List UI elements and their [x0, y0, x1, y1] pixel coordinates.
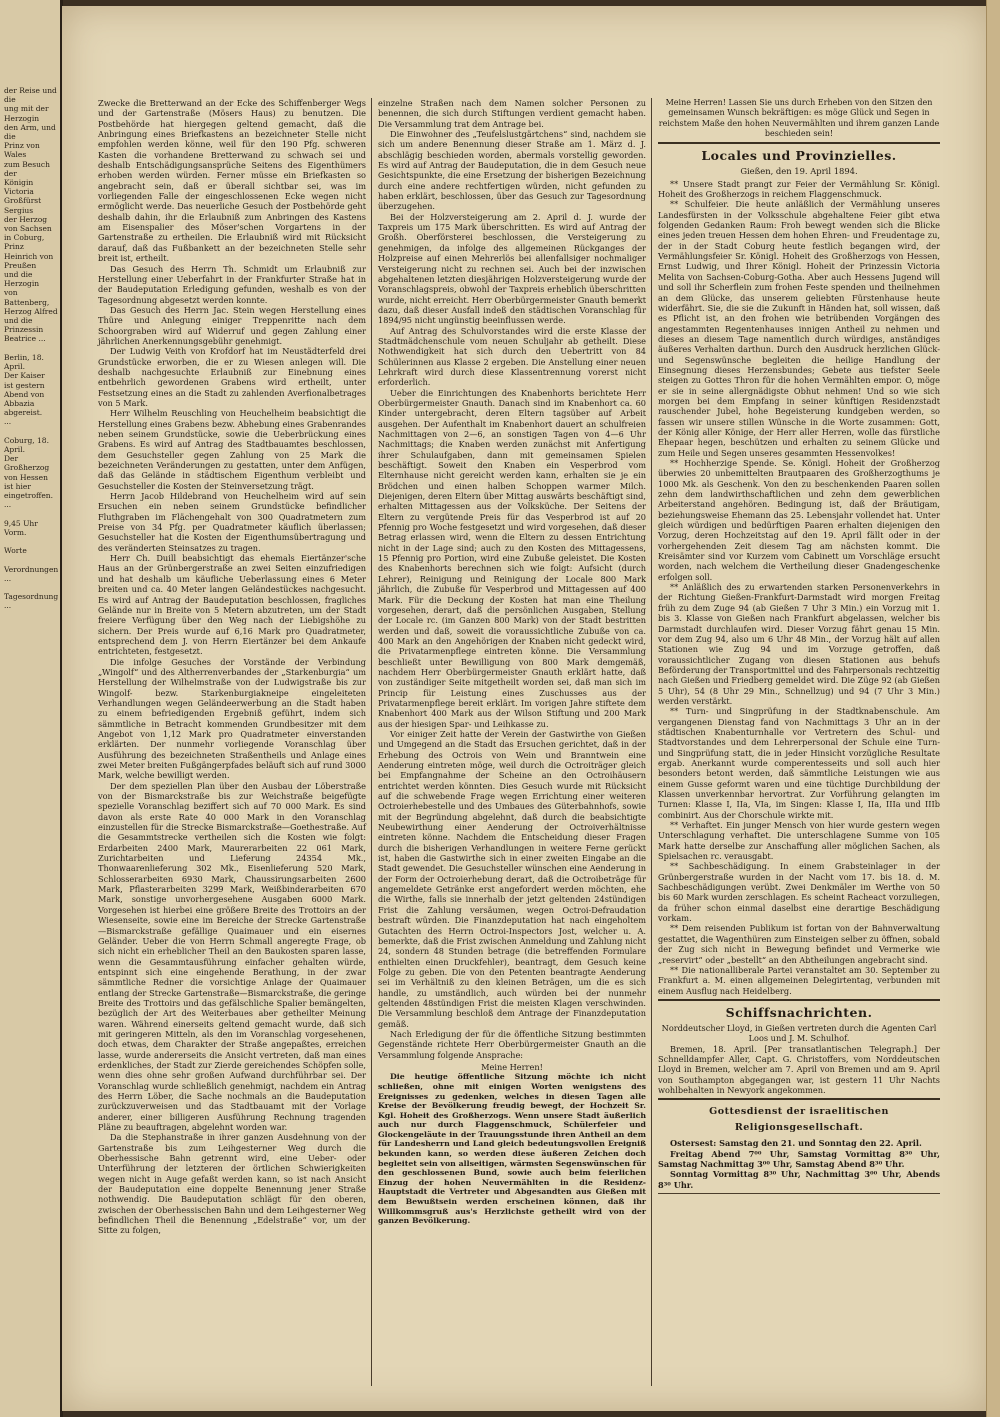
ship-report: Bremen, 18. April. [Per transatlantischen Telegraph.] Der Schnelldampfer Aller, Capt. G. Christoffers, vom Norddeutschen Lloyd in Bremen, welcher am 7. April von Bremen und am 9. April von Southampton abgegangen war, ist gestern 11 Uhr Nachts wohlbehalten in Newyork angekommen.: [658, 1043, 940, 1095]
paragraph: Auf Antrag des Schulvorstandes wird die erste Klasse der Stadtmädchenschule vom neuen Schuljahr ab getheilt. Diese Nothwendigkeit hat sich durch den Uebertritt von 84 Schülerinnen aus Klasse 2 ergeben. Die Anstellung einer neuen Lehrkraft wird durch diese Klassentrennung vorerst nicht erforderlich.: [378, 325, 646, 388]
paragraph: Ueber die Einrichtungen des Knabenhorts berichtete Herr Oberbürgermeister Gnauth. Danach sind im Knabenhort ca. 60 Kinder untergebracht, deren Eltern tagsüber auf Arbeit ausgehen. Der Aufenthalt im Knabenhort dauert an schulfreien Nachmittagen von 2—6, an sonstigen Tagen von 4—6 Uhr Nachmittags; die Knaben werden zunächst mit Anfertigung ihrer Schulaufgaben, dann mit gemeinsamen Spielen beschäftigt. Soweit den Knaben ein Vesperbrod vom Elternhause nicht gereicht werden kann, erhalten sie je ein Brödchen und einen halben Schoppen warmer Milch. Diejenigen, deren Eltern über Mittag auswärts beschäftigt sind, erhalten Mittagessen aus der Volksküche. Der Seitens der Eltern zu vergütende Preis für das Vesperbrod ist auf 20 Pfennig pro Woche festgesetzt und wird vorgesehen, daß dieser Betrag erlassen wird, wenn die Eltern zu dessen Entrichtung nicht in der Lage sind; auch zu den Kosten des Mittagessens, 15 Pfennig pro Portion, wird eine Zubuße geleistet. Die Kosten des Knabenhorts berechnen sich wie folgt: Aufsicht (durch Lehrer), Reinigung und Reinigung der Locale 800 Mark jährlich, die Zubuße für Vesperbrod und Mittagessen auf 400 Mark. Für die Deckung der Kosten hat man eine Theilung vorgesehen, derart, daß die persönlichen Ausgaben, Stellung der Locale rc. (im Ganzen 800 Mark) von der Stadt bestritten werden und daß, soweit die voraussichtliche Zubuße von ca. 400 Mark an den Angehörigen der Knaben nicht gedeckt wird, die Privatarmenpflege eintreten könne. Die Versammlung beschließt unter Bewilligung von 800 Mark demgemäß, nachdem Herr Oberbürgermeister Gnauth erklärt hatte, daß von zuständiger Seite mitgetheilt worden sei, daß man sich im Princip für Leistung eines Zuschusses aus der Privatarmenpflege bereit erklärt. Im vorigen Jahre stiftete dem Knabenhort 400 Mark aus der Wilson Stiftung und 200 Mark aus der hiesigen Spar- und Leihkasse zu.: [378, 387, 646, 729]
news-item: ** Hochherzige Spende. Se. Königl. Hoheit der Großherzog überwies 20 unbemittelten Brautpaaren des Großherzogthums je 1000 Mk. als Geschenk. Von den zu beschenkenden Paaren sollen zehn dem landwirthschaftlichen und zehn dem gewerblichen Arbeiterstand angehören. Bedingung ist, daß der Bräutigam, beziehungsweise Ehemann das 25. Lebensjahr vollendet hat. Unter gleich würdigen und bedürftigen Paaren erhalten diejenigen den Vorzug, deren Hochzeitstag auf den 19. April fällt oder in der vorhergehenden Zeit diesem Tag am nächsten kommt. Die Kreisämter sind vor Kurzem vom Cabinett um Vorschläge ersucht worden, nach welchem die Vertheilung dieser Gnadengeschenke erfolgen soll.: [658, 458, 940, 582]
book-edge: [986, 0, 1000, 1417]
paragraph: Zwecke die Bretterwand an der Ecke des Schiffenberger Wegs und der Gartenstraße (Mösers Haus) zu benutzen. Die Postbehörde hat hiergegen geltend gemacht, daß die Anbringung eines Briefkastens an bezeichneter Stelle nicht empfohlen werden könne, weil für den 190 Pfg. schweren Kasten die vorhandene Bretterwand zu schwach sei und deshalb Entschädigungsansprüche Seitens des Eigenthümers erhoben werden würden. Ferner müsse ein Briefkasten so angebracht sein, daß er überall sichtbar sei, was im vorliegenden Falle der eingeschlossenen Ecke wegen nicht ermöglicht werde. Das neuerliche Gesuch der Postbehörde geht deshalb dahin, ihr die Erlaubniß zum Anbringen des Kastens am Eisenspalier des Möser'schen Vorgartens in der Gartenstraße zu ertheilen. Die Erlaubniß wird mit Rücksicht darauf, daß das Fußbankett an der bezeichneten Stelle sehr breit ist, ertheilt.: [98, 98, 366, 264]
news-item: ** Schulfeier. Die heute anläßlich der Vermählung unseres Landesfürsten in der Volksschule abgehaltene Feier gibt etwa folgenden Gedanken Raum: Froh bewegt wenden sich die Blicke eines jeden treuen Hessen dem hohen Ehren- und Freudentage zu, der in der Stadt Coburg heute festlich begangen wird, der Vermählungsfeier Sr. Königl. Hoheit des Großherzogs von Hessen, Ernst Ludwig, und Ihrer Königl. Hoheit der Prinzessin Victoria Melita von Sachsen-Coburg-Gotha. Aber auch Hessens Jugend will und soll ihr Scherflein zum frohen Feste spenden und theilnehmen an dem Glücke, das unserem geliebten Fürstenhause heute widerfährt. Sie, die sie die Zukunft in Händen hat, soll wissen, daß es Pflicht ist, an den frohen wie betrübenden Vorgängen des angestammten Regentenhauses innigen Antheil zu nehmen und dieses an diesem Tage namentlich durch würdiges, anständiges äußeres Verhalten darthun. Durch den Ausdruck herzlichen Glück- und Segenswünsche begleiten die heilige Handlung der Einsegnung dieses Herzensbundes; Gebete aus tiefster Seele steigen zu Gottes Thron für die hohen Vermählten empor. O, möge er sie in seine allergnädigste Obhut nehmen! Und so wie sich morgen bei dem Empfang in seiner künftigen Residenzstadt rauschender Jubel, hohe Begeisterung kundgeben werden, so fassen wir unsere stillen Wünsche in die Worte zusammen: Gott, der König aller Könige, der Herr aller Herren, wolle das fürstliche Ehepaar hegen, beschützen und erhalten zu seinem Glücke und zum Heile und Segen unseres gesammten Hessenvolkes!: [658, 199, 940, 458]
section-title-ships: Schiffsnachrichten.: [725, 1004, 873, 1020]
section-title-locales: Locales und Provinzielles.: [701, 148, 897, 164]
divider: [658, 999, 940, 1001]
paragraph: Das Gesuch des Herrn Th. Schmidt um Erlaubniß zur Herstellung einer Ueberfahrt in der Frankfurter Straße hat in der Baudeputation Erledigung gefunden, weshalb es von der Tagesordnung abgesetzt werden konnte.: [98, 263, 366, 305]
ship-agents: Norddeutscher Lloyd, in Gießen vertreten durch die Agenten Carl Loos und J. M. Schulhof.: [661, 1022, 937, 1044]
dateline: Gießen, den 19. April 1894.: [740, 166, 858, 177]
adjacent-page-text: der Reise und die ung mit der Herzogin den Arm, und die Prinz von Wales zum Besuch der Königin Victoria Großfürst Sergius der Herzog von Sachsen in Coburg, Prinz Heinrich von Preußen und die Herzogin von Battenberg, Herzog Alfred und die Prinzessin Beatrice ... Berlin, 18. April. Der Kaiser ist gestern Abend von Abbazia abgereist. ... Coburg, 18. April. Der Großherzog von Hessen ist hier eingetroffen. ... 9,45 Uhr Vorm. Worte Verordnungen ... Tagesordnung ...: [4, 86, 59, 611]
paragraph: Das Gesuch des Herrn Jac. Stein wegen Herstellung eines Thüre und Anlegung einiger Treppenritte nach dem Schoorgraben wird auf Widerruf und gegen Zahlung einer jährlichen Anerkennungsgebühr genehmigt.: [98, 304, 366, 346]
paragraph: Der dem speziellen Plan über den Ausbau der Löberstraße von der Bismarckstraße bis zur Weichstraße beigefügte spezielle Voranschlag beziffert sich auf 70 000 Mark. Es sind davon als erste Rate 40 000 Mark in den Voranschlag einzustellen für die Strecke Bismarckstraße—Goethestraße. Auf die Gesammtstrecke vertheilen sich die Kosten wie folgt: Erdarbeiten 2400 Mark, Maurerarbeiten 22 061 Mark, Zurichtarbeiten und Lieferung 24354 Mk., Thonwaarenlieferung 302 Mk., Eisenlieferung 520 Mark, Schlosserarbeiten 6930 Mark, Chaussirungsarbeiten 2600 Mark, Pflasterarbeiten 3299 Mark, Weißbinderarbeiten 670 Mark, sonstige unvorhergesehene Ausgaben 6000 Mark. Vorgesehen ist hierbei eine größere Breite des Trottoirs an der Wiesenseite, sowie eine im Bereiche der Strecke Gartenstraße—Bismarckstraße gefällige Quaimauer und ein eisernes Geländer. Ueber die von Herrn Schmall angeregte Frage, ob sich nicht ein erheblicher Theil an den Baukosten sparen lasse, wenn die Gesammtausführung einfacher gehalten würde, entspinnt sich eine eingehende Berathung, in der zwar sämmtliche Redner die vorsichtige Anlage der Quaimauer entlang der Strecke Gartenstraße—Bismarckstraße, die geringe Breite des Trottoirs und das gefälschliche Spalier bemängelten, bezüglich der Art des Weiterbaues aber getheilter Meinung waren. Während einerseits geltend gemacht wurde, daß sich mit geringeren Mitteln, als den im Voranschlag vorgesehenen, doch etwas, dem Charakter der Straße angepaßtes, erreichen lasse, wurde andererseits die Ansicht vertreten, daß man eines erdenkliches, der Stadt zur Zierde gereichendes Schöpfen solle, wenn dies ohne sehr großen Aufwand durchführbar sei. Der Voranschlag wurde schließlich genehmigt, nachdem ein Antrag des Herrn Löber, die Sache nochmals an die Baudeputation zurückzuverweisen und das Stadtbauamt mit der Vorlage anderer, einer billigeren Ausführung Rechnung tragenden Pläne zu beauftragen, abgelehnt worden war.: [98, 780, 366, 1133]
paragraph: Die infolge Gesuches der Vorstände der Verbindung „Wingolf“ und des Altherrenverbandes der „Starkenburgia“ um Herstellung der Wilhelmstraße von der Ludwigstraße bis zur Wingolf- bezw. Starkenburgiakneipe eingeleiteten Verhandlungen wegen Geländeerwerbung an die Stadt haben zu einem befriedigenden Ergebniß geführt, indem sich sämmtliche in Betracht kommenden Grundbesitzer mit dem Angebot von 1,12 Mark pro Quadratmeter einverstanden erklärten. Der nunmehr vorliegende Voranschlag über Ausführung des bezeichneten Straßentheils und Anlage eines zwei Meter breiten Fußgängerpfades beläuft sich auf rund 3000 Mark, welche bewilligt werden.: [98, 656, 366, 781]
column-1: [98, 98, 366, 1236]
service-line: Ostersest: Samstag den 21. und Sonntag den 22. April.: [670, 1138, 922, 1149]
paragraph: Vor einiger Zeit hatte der Verein der Gastwirthe von Gießen und Umgegend an die Stadt das Ersuchen gerichtet, daß in der Erhebung des Octrois von Wein und Branntwein eine Aenderung eintreten möge, weil durch die Octroiträger gleich bei Empfangnahme der Scheine an den Octroihäusern entrichtet werden könnten. Dies Gesuch wurde mit Rücksicht auf die schwebende Frage wegen Errichtung einer weiteren Octroierhebestelle und des Umbaues des Güterbahnhofs, sowie mit der Begründung abgelehnt, daß durch die beabsichtigte Neubewirthung einer Aenderung der Octroiverhältnisse eintreten könne. Nachdem die Entscheidung dieser Fragen durch die bisherigen Verhandlungen in weitere Ferne gerückt ist, haben die Gastwirthe sich in einer zweiten Eingabe an die Stadt gewendet. Die Gesuchsteller wünschen eine Aenderung in der Form der Octroierhebung derart, daß die Octroibeträge für angemeldete Getränke erst angefordert werden möchten, ehe die Wirthe, falls sie innerhalb der jetzt geltenden 24stündigen Frist die Zahlung versäumen, wegen Octroi-Defraudation bestraft würden. Die Finanzdeputation hat nach eingeholtem Gutachten des Herrn Octroi-Inspectors Jost, welcher u. A. bemerkte, daß die Frist zwischen Anmeldung und Zahlung nicht 24, sondern 48 Stunden betrage (die betreffenden Formulare enthielten einen Druckfehler), beantragt, dem Gesuch keine Folge zu geben. Die von den Petenten beantragte Aenderung sei im Verhältniß zu den kleinen Beträgen, um die es sich handle, zu umständlich, auch würden bei der nunmehr geltenden 48stündigen Frist die meisten Klagen verschwinden. Die Versammlung beschloß dem Antrage der Finanzdeputation gemäß.: [378, 728, 646, 1029]
news-item: ** Verhaftet. Ein junger Mensch von hier wurde gestern wegen Unterschlagung verhaftet. Die unterschlagene Summe von 105 Mark hatte derselbe zur Anschaffung aller möglichen Sachen, als Spielsachen rc. verausgabt.: [658, 820, 940, 862]
paragraph: Bei der Holzversteigerung am 2. April d. J. wurde der Taxpreis um 175 Mark überschritten. Es wird auf Antrag der Großh. Oberförsterei beschlossen, die Versteigerung zu genehmigen, da infolge des allgemeinen Rückganges der Holzpreise auf einen Mehrerlös bei allenfallsiger nochmaliger Versteigerung nicht zu rechnen sei. Auch bei der inzwischen abgehaltenen letzten diesjährigen Holzversteigerung wurde der Voranschlagspreis, obwohl der Taxpreis erheblich überschritten wurde, nicht erreicht. Herr Oberbürgermeister Gnauth bemerkt dazu, daß dieser Ausfall indeß den städtischen Voranschlag für 1894/95 nicht ungünstig beeinflussen werde.: [378, 211, 646, 326]
section-title-service: Gottesdienst der israelitischen Religionsgesellschaft.: [709, 1106, 889, 1134]
service-line: Sonntag Vormittag 8³⁰ Uhr, Nachmittag 3⁰⁰ Uhr, Abends 8³⁰ Uhr.: [658, 1169, 940, 1190]
speech-text: Die heutige öffentliche Sitzung möchte ich nicht schließen, ohne mit einigen Worten wenigstens des Ereignisses zu gedenken, welches in diesen Tagen alle Kreise der Bevölkerung freudig bewegt, der Hochzeit Sr. Kgl. Hoheit des Großherzogs. Wenn unsere Stadt äußerlich auch nur durch Flaggenschmuck, Schülerfeier und Glockengeläute in der Trauungsstunde ihren Antheil an dem für Landesherrn und Land gleich bedeutungsvollen Ereigniß bekunden kann, so werden diese äußeren Zeichen doch begleitet sein von allseitigen, wärmsten Segenswünschen für den geschlossenen Bund, sowie auch beim feierlichen Einzug der hohen Neuvermählten in die Residenz-Hauptstadt die Vertreter und Abgesandten aus Gießen mit dem Bewußtsein werden erscheinen können, daß ihr Willkommsgruß aus's Herzlichste getheilt wird von der ganzen Bevölkerung.: [378, 1072, 646, 1226]
paragraph: Nach Erledigung der für die öffentliche Sitzung bestimmten Gegenstände richtete Herr Oberbürgermeister Gnauth an die Versammlung folgende Ansprache:: [378, 1028, 646, 1060]
column-rule-2: [651, 98, 652, 1386]
newspaper-page: [62, 6, 987, 1411]
paragraph: Die Einwohner des „Teufelslustgärtchens“ sind, nachdem sie sich um andere Benennung dieser Straße am 1. März d. J. abschlägig beschieden worden, abermals vorstellig geworden. Es wird auf Antrag der Baudeputation, die in dem Gesuch neue Gesichtspunkte, die eine Ersetzung der bisherigen Bezeichnung durch eine andere rechtfertigen würden, nicht gefunden zu haben erklärt, beschlossen, über das Gesuch zur Tagesordnung überzugehen.: [378, 129, 646, 212]
news-item: ** Turn- und Singprüfung in der Stadtknabenschule. Am vergangenen Dienstag fand von Nachmittags 3 Uhr an in der städtischen Knabenturnhalle vor Vertretern des Schul- und Stadtvorstandes und dem Lehrerpersonal der Schule eine Turn- und Singprüfung statt, die in jeder Hinsicht vorzügliche Resultate ergab. Anerkannt wurde comperentesseits und soll auch hier besonders betont werden, daß sämmtliche Leistungen wie aus einem Gusse geformt waren und eine tüchtige Durchbildung der Klassen unverkennbar hervortrat. Zur Vorführung gelangten im Turnen: Klasse I, IIa, VIa, im Singen: Klasse I, IIa, IIIa und IIIb combinirt. Aus der Chorschule wirkte mit.: [658, 706, 940, 820]
paragraph: Da die Stephanstraße in ihrer ganzen Ausdehnung von der Gartenstraße bis zum Leihgesterner Weg durch die Oberhessische Bahn getrennt wird, eine Ueber- oder Unterführung der letzteren der örtlichen Schwierigkeiten wegen nicht in Auge gefaßt werden kann, so ist nach Ansicht der Baudeputation eine doppelte Benennung jener Straße nothwendig. Die Baudeputation schlägt für den oberen, zwischen der Oberhessischen Bahn und dem Leihgesterner Weg befindlichen Theil die Benennung „Edelstraße“ vor, um der Sitte zu folgen,: [98, 1132, 366, 1236]
divider: [658, 142, 940, 144]
speech-heading: Meine Herren!: [481, 1061, 543, 1072]
paragraph: einzelne Straßen nach dem Namen solcher Personen zu benennen, die sich durch Stiftungen verdient gemacht haben. Die Versammlung trat dem Antrage bei.: [378, 98, 646, 129]
news-item: ** Sachbeschädigung. In einem Grabsteinlager in der Grünbergerstraße wurden in der Nacht vom 17. bis 18. d. M. Sachbeschädigungen verübt. Zwei Denkmäler im Werthe von 50 bis 60 Mark wurden zerschlagen. Es scheint Racheact vorzuliegen, da früher schon einmal daselbst eine derartige Beschädigung vorkam.: [658, 861, 940, 924]
news-item: ** Anläßlich des zu erwartenden starken Personenverkehrs in der Richtung Gießen-Frankfurt-Darmstadt wird morgen Freitag früh zu dem Zuge 94 (ab Gießen 7 Uhr 3 Min.) ein Vorzug mit 1. bis 3. Klasse von Gießen nach Frankfurt abgelassen, welcher bis Darmstadt durchlaufen wird. Dieser Vorzug fährt genau 15 Min. vor dem Zug 94, also um 6 Uhr 48 Min., der Vorzug hält auf allen Stationen wie Zug 94 und im Vorzuge getroffen, daß voraussichtlicher Zugang von diesen Stationen aus behufs Beförderung der Transportmittel und des Fahrpersonals rechtzeitig nach Gießen und Friedberg gemeldet wird. Die Züge 92 (ab Gießen 5 Uhr), 54 (8 Uhr 29 Min., Schnellzug) und 94 (7 Uhr 3 Min.) werden verstärkt.: [658, 582, 940, 706]
column-3: [658, 98, 940, 1197]
paragraph: Herr Wilhelm Reuschling von Heuchelheim beabsichtigt die Herstellung eines Grabens bezw. Abhebung eines Grabenrandes neben seinem Grundstücke, sowie die Ueberbrückung eines Grabens. Es wird auf Antrag des Stadtbauamtes beschlossen, dem Gesuchsteller gegen Zahlung von 25 Mark die bezeichneten Veränderungen zu gestatten, unter dem Anfügen, daß das Gelände in städtischem Eigenthum verbleibt und Gesuchsteller die Kosten der Steinversetzung trägt.: [98, 408, 366, 491]
paragraph: Der Ludwig Veith von Krofdorf hat im Neustädterfeld drei Grundstücke erworben, die er zu Wiesen anlegen will. Die deshalb nachgesuchte Erlaubniß zur Einebnung eines entbehrlich gewordenen Grabens wird ertheilt, unter Festsetzung eines an die Stadt zu zahlenden Averfionalbetrages von 5 Mark.: [98, 346, 366, 408]
paragraph: Herrn Jacob Hildebrand von Heuchelheim wird auf sein Ersuchen ein neben seinem Grundstücke befindlicher Fluthgraben im Flächengehalt von 300 Quadratmetern zum Preise von 34 Pfg. per Quadratmeter käuflich überlassen; Gesuchsteller hat die Kosten der Eigenthumsübertragung und des veränderten Steinsatzes zu tragen.: [98, 491, 366, 553]
news-item: ** Dem reisenden Publikum ist fortan von der Bahnverwaltung gestattet, die Wagenthüren zum Einsteigen selber zu öffnen, sobald der Zug sich nicht in Bewegung befindet und Vermerke wie „reservirt“ oder „bestellt“ an den Abtheilungen angebracht sind.: [658, 923, 940, 965]
column-rule-1: [371, 98, 372, 1386]
paragraph: Herr Ch. Duill beabsichtigt das ehemals Eiertänzer'sche Haus an der Grünbergerstraße an zwei Seiten einzufriedigen und hat deshalb um käufliche Ueberlassung eines 6 Meter breiten und ca. 40 Meter langen Geländestückes nachgesucht. Es wird auf Antrag der Baudeputation beschlossen, fragliches Gelände nur in Breite von 5 Metern abzutreten, um der Stadt freiere Verfügung über den Weg nach der Liebigshöhe zu sichern. Der Preis wurde auf 6,16 Mark pro Quadratmeter, entsprechend dem J. von Herrn Eiertänzer bei dem Ankaufe entrichteten, festgesetzt.: [98, 553, 366, 657]
adjacent-page-strip: [0, 0, 63, 1417]
divider: [658, 1193, 940, 1194]
service-line: Freitag Abend 7⁰⁰ Uhr, Samstag Vormittag 8³⁰ Uhr, Samstag Nachmittag 3⁰⁰ Uhr, Samstag Abend 8³⁰ Uhr.: [658, 1148, 940, 1169]
news-item: ** Die nationalliberale Partei veranstaltet am 30. September zu Frankfurt a. M. einen allgemeinen Delegirtentag, verbunden mit einem Ausflug nach Heidelberg.: [658, 964, 940, 996]
news-item: ** Unsere Stadt prangt zur Feier der Vermählung Sr. Königl. Hoheit des Großherzogs in reichem Flaggenschmuck.: [658, 178, 940, 200]
closing-words: Meine Herren! Lassen Sie uns durch Erheben von den Sitzen den gemeinsamen Wunsch bekräftigen: es möge Glück und Segen in reichstem Maße den hohen Neuvermählten und ihrem ganzen Lande beschieden sein!: [658, 98, 940, 139]
column-2: [378, 98, 646, 1226]
divider: [658, 1098, 940, 1100]
